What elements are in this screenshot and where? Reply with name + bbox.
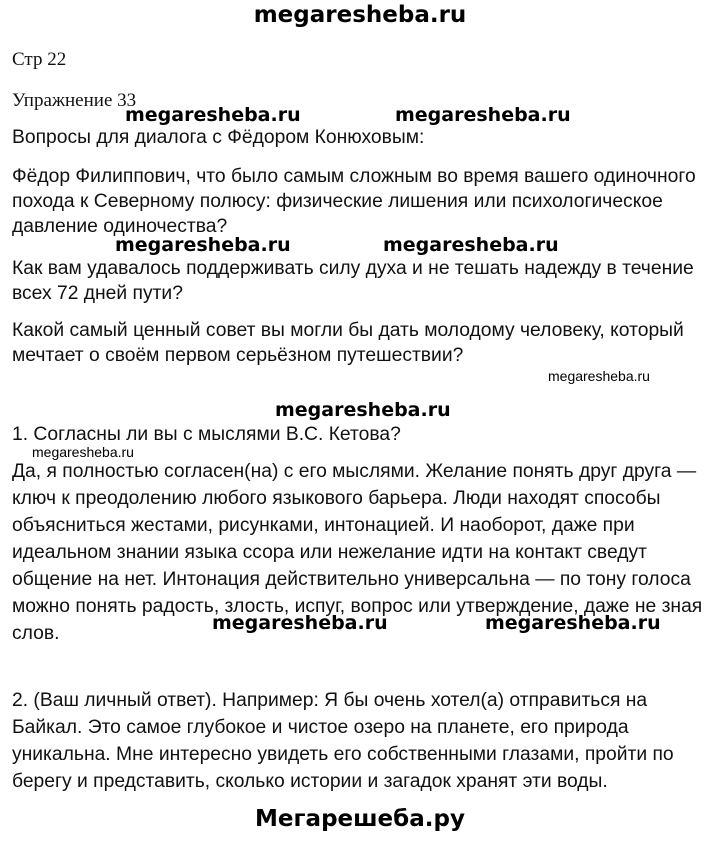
question-1 [12,164,696,239]
question-1-line: Фёдор Филиппович, что было самым сложным во время вашего одиночного [12,166,696,187]
task-2-answer [12,687,674,795]
watermark-2: megaresheba.ru [395,104,571,126]
task-2-answer-line: Байкал. Это самое глубокое и чистое озеро на планете, его природа [12,717,629,738]
question-2 [12,256,694,306]
watermark-small-1: megaresheba.ru [548,368,650,384]
task-1-answer-line: Да, я полностью согласен(на) с его мыслями. Желание понять друг друга — [12,461,697,482]
question-2-line: Как вам удавалось поддерживать силу духа и не тешать надежду в течение [12,258,694,279]
task-2-answer-line: берегу и представить, сколько истории и загадок хранят эти воды. [12,771,608,792]
task-2-answer-line: 2. (Ваш личный ответ). Например: Я бы очень хотел(а) отправиться на [12,690,648,711]
task-1-answer-line: общение на нет. Интонация действительно универсальна — по тону голоса [12,569,691,590]
task-1-answer-line: объясниться жестами, рисунками, интонацией. И наоборот, даже при [12,515,635,536]
question-3-line: Какой самый ценный совет вы могли бы дать молодому человеку, который [12,320,684,341]
watermark-small-2: megaresheba.ru [32,444,134,460]
task-1-question: 1. Согласны ли вы с мыслями В.С. Кетова? [12,424,401,445]
task-1-answer-line: можно понять радость, злость, испуг, вопрос или утверждение, даже не зная [12,596,703,617]
task-1-answer-line: слов. [12,623,60,644]
question-2-line: всех 72 дней пути? [12,283,183,304]
watermark-3: megaresheba.ru [115,234,291,256]
question-1-line: похода к Северному полюсу: физические лишения или психологическое [12,191,663,212]
question-3 [12,318,684,368]
watermark-7: megaresheba.ru [485,612,661,634]
task-1-answer-line: идеальном знании языка ссора или нежелание идти на контакт сведут [12,542,647,563]
questions-heading: Вопросы для диалога с Фёдором Конюховым: [12,127,425,148]
exercise-title: Упражнение 33 [12,90,137,111]
header-watermark: megaresheba.ru [253,2,467,28]
task-1-answer-line: ключ к преодолению любого языкового барьера. Люди находят способы [12,488,661,509]
task-2-answer-line: уникальна. Мне интересно увидеть его собственными глазами, пройти по [12,744,674,765]
watermark-6: megaresheba.ru [212,612,388,634]
watermark-4: megaresheba.ru [383,234,559,256]
question-1-line: давление одиночества? [12,216,228,237]
page-label: Стр 22 [12,49,67,70]
footer-watermark: Мегарешеба.ру [255,806,465,832]
watermark-5: megaresheba.ru [275,399,451,421]
question-3-line: мечтает о своём первом серьёзном путешествии? [12,345,464,366]
watermark-1: megaresheba.ru [125,104,301,126]
